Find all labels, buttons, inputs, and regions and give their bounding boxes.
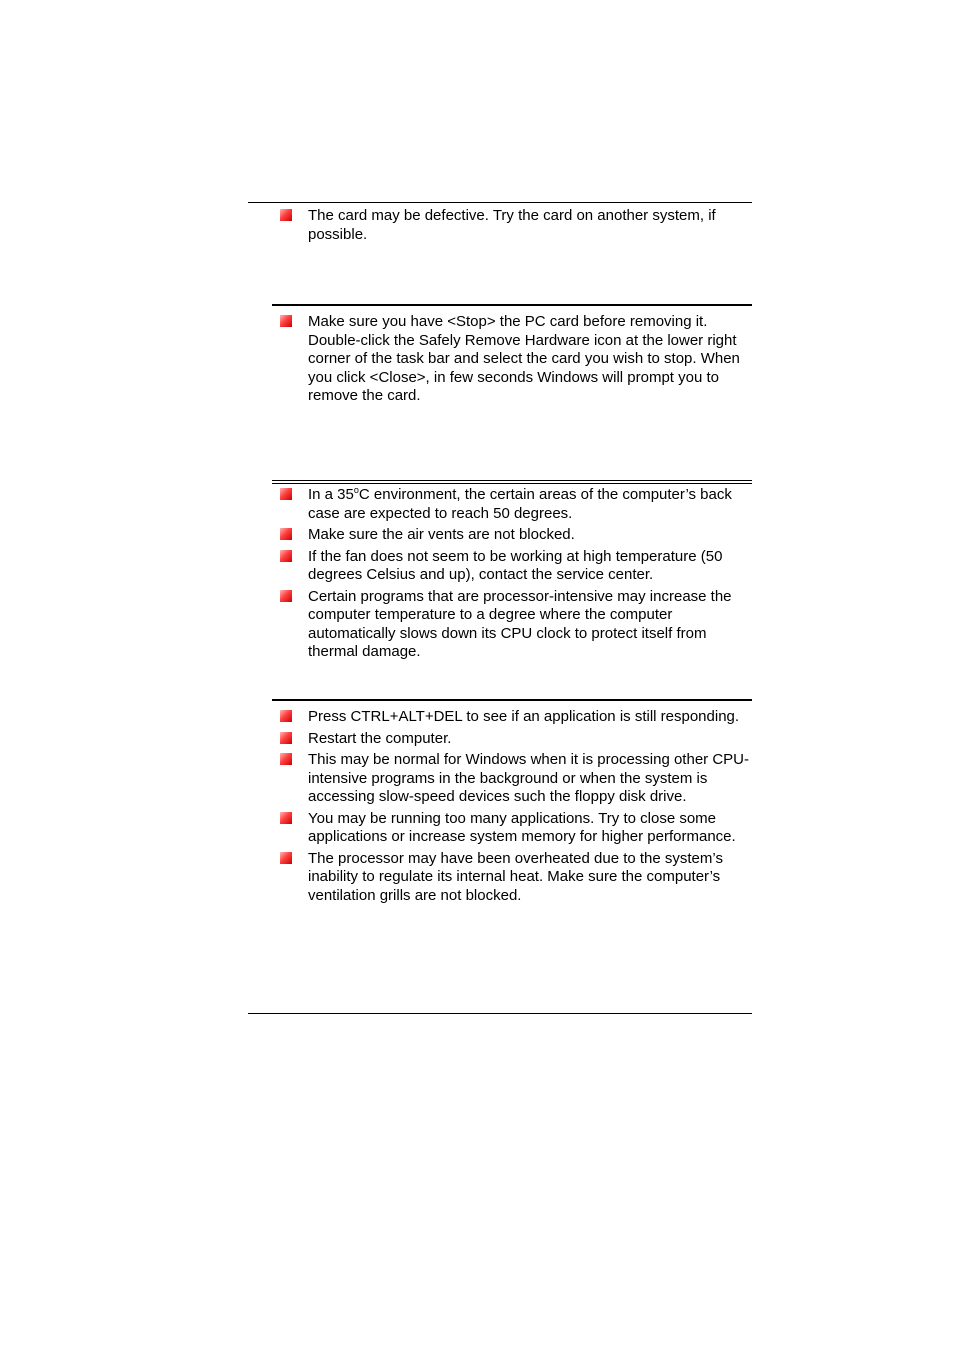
item-text: If the fan does not seem to be working at high temperature (50 degrees Celsius and up), contact the service center. [308,547,723,583]
list-item [279,810,754,847]
section-overheating [279,486,754,662]
section-divider-2 [272,480,752,481]
item-text: This may be normal for Windows when it is processing other CPU-intensive programs in the background or when the system is accessing slow-speed devices such the floppy disk drive. [308,751,749,805]
red-square-bullet-icon [280,590,292,602]
item-text: Restart the computer. [308,729,452,747]
top-rule [248,202,752,203]
list-item [279,548,754,585]
list-item [279,207,754,244]
list-item [279,486,754,523]
item-text: Press CTRL+ALT+DEL to see if an application is still responding. [308,708,740,725]
red-square-bullet-icon [280,852,292,864]
section-divider-1 [272,304,752,306]
red-square-bullet-icon [280,710,292,722]
item-text: Make sure you have <Stop> the PC card before removing it. Double-click the Safely Remove Hardware icon at the lower right corner of the task bar and select the card you wish to stop. When you click <Close>, in few seconds Windows will prompt you to remove the card. [308,313,740,404]
red-square-bullet-icon [280,315,292,327]
list-item [279,708,754,727]
item-text: You may be running too many applications. Try to close some applications or increase system memory for higher performance. [308,809,736,845]
section-divider-2-underline [272,483,752,484]
list-item [279,526,754,545]
red-square-bullet-icon [280,488,292,500]
red-square-bullet-icon [280,753,292,765]
list-item [279,850,754,906]
red-square-bullet-icon [280,812,292,824]
list-item [279,588,754,662]
section-unresponsive-system [279,708,754,905]
item-text: Make sure the air vents are not blocked. [308,526,575,543]
item-text: The processor may have been overheated due to the system’s inability to regulate its internal heat. Make sure the computer’s ventilation grills are not blocked. [308,849,723,904]
item-text: The card may be defective. Try the card on another system, if possible. [308,207,716,243]
list-item [279,730,754,749]
list-item [279,313,754,406]
red-square-bullet-icon [280,528,292,540]
section-card-defective [279,207,754,244]
red-square-bullet-icon [280,209,292,221]
red-square-bullet-icon [280,550,292,562]
section-stop-pc-card [279,313,754,406]
item-text: Certain programs that are processor-intensive may increase the computer temperature to a degree where the computer automatically slows down its CPU clock to protect itself from thermal damage. [308,587,732,660]
bottom-rule [248,1013,752,1014]
section-divider-3 [272,699,752,701]
list-item [279,751,754,807]
item-text: In a 35$^o$C environment, the certain areas of the computer’s back case are expected to reach 50 degrees. [308,485,732,522]
red-square-bullet-icon [280,732,292,744]
